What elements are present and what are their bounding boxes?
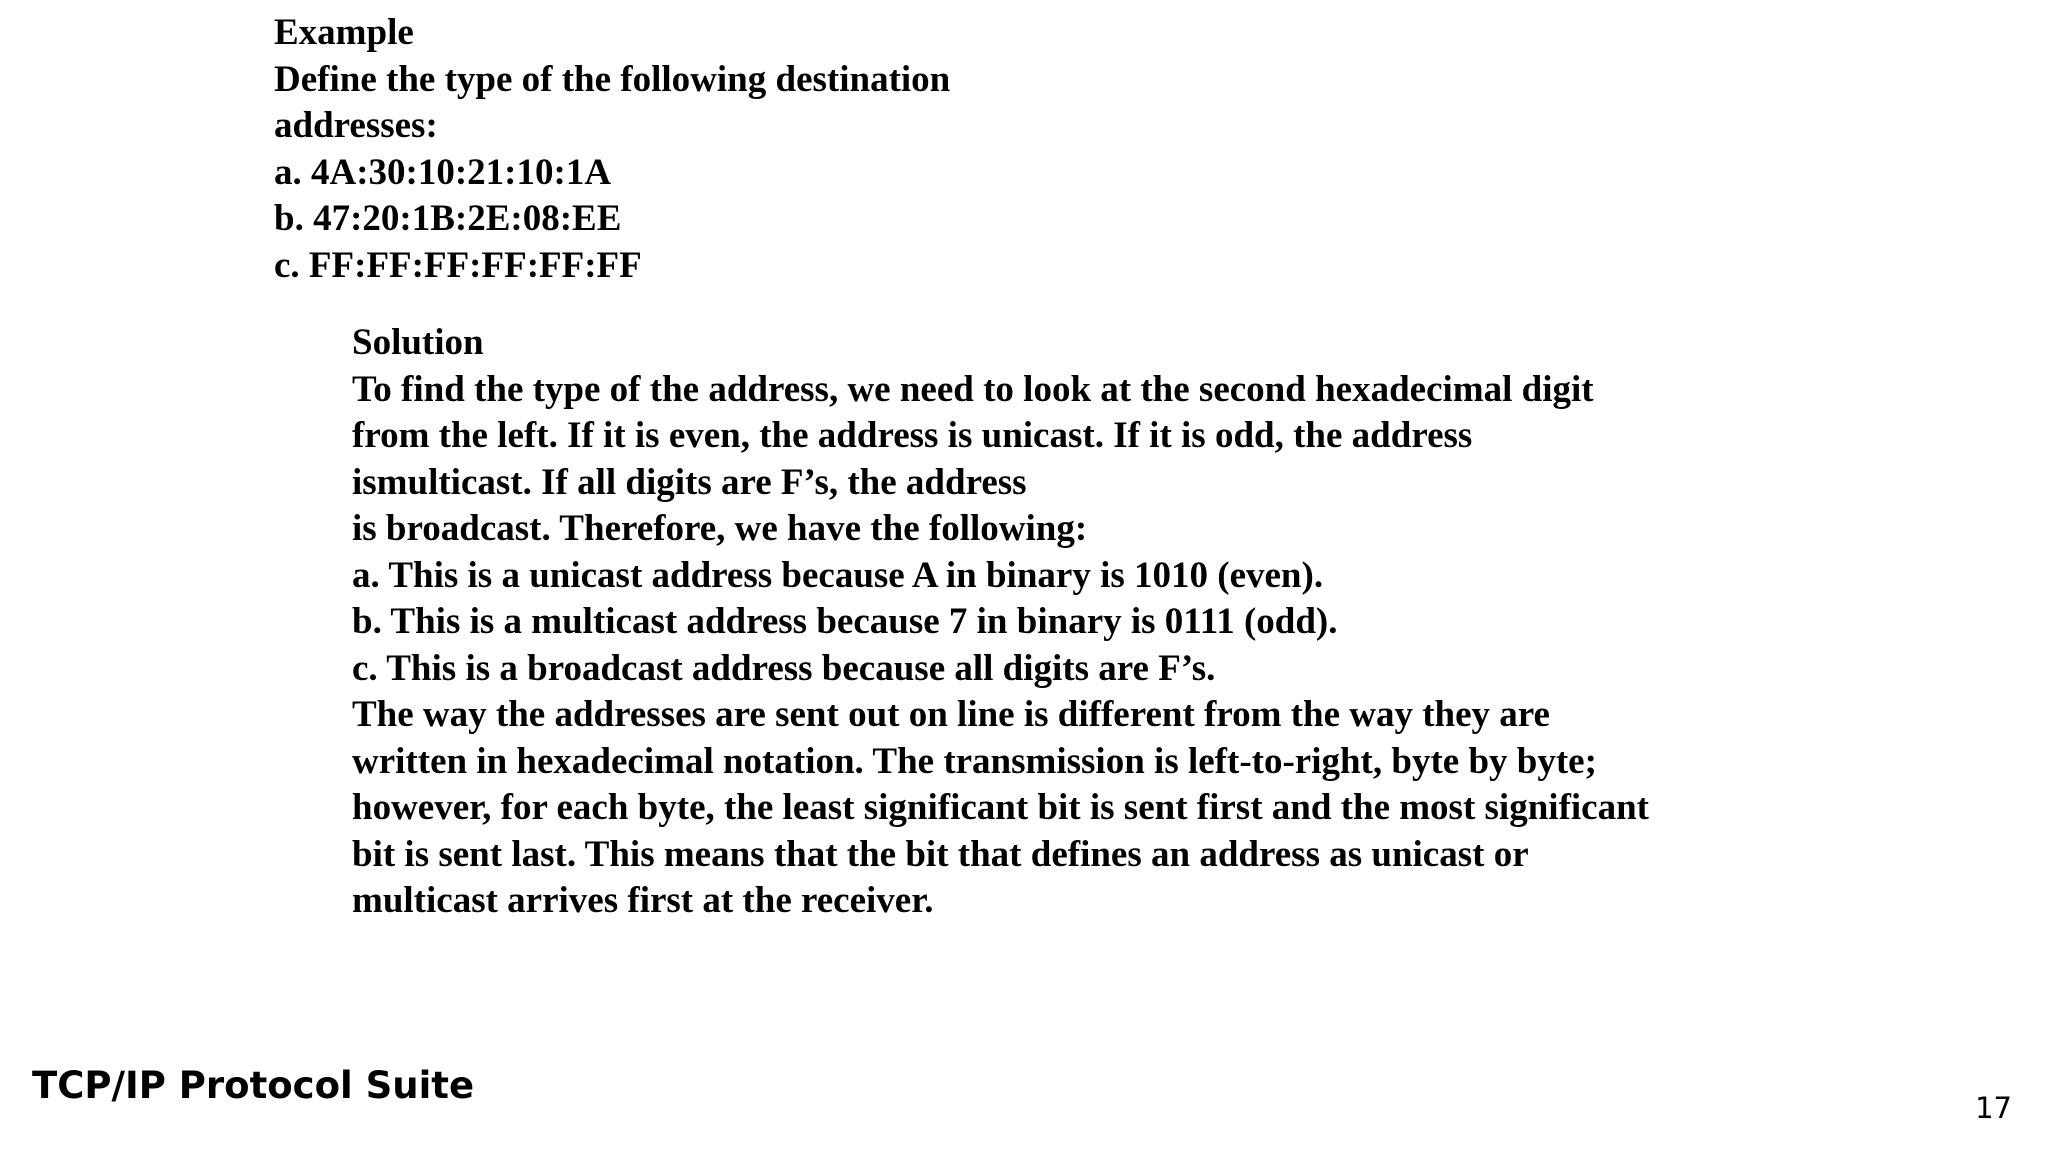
example-line: a. 4A:30:10:21:10:1A [274, 151, 612, 193]
solution-line: c. This is a broadcast address because all digits are F’s. [352, 647, 1216, 689]
solution-heading: Solution [352, 322, 484, 363]
example-heading: Example [274, 12, 414, 53]
solution-block [352, 320, 1792, 925]
example-line: addresses: [274, 105, 438, 146]
solution-line: multicast arrives first at the receiver. [352, 880, 934, 921]
example-block [274, 10, 1074, 289]
solution-line: however, for each byte, the least significant bit is sent first and the most significant [352, 787, 1649, 828]
solution-line: The way the addresses are sent out on line is different from the way they are [352, 694, 1550, 735]
footer-title: TCP/IP Protocol Suite [32, 1064, 475, 1107]
solution-line: bit is sent last. This means that the bit that defines an address as unicast or [352, 833, 1529, 875]
solution-line: written in hexadecimal notation. The transmission is left-to-right, byte by byte; [352, 740, 1597, 782]
solution-line: ismulticast. If all digits are F’s, the address [352, 461, 1027, 503]
example-line: c. FF:FF:FF:FF:FF:FF [274, 244, 642, 286]
page-number: 17 [1975, 1091, 2012, 1125]
solution-line: b. This is a multicast address because 7 in binary is 0111 (odd). [352, 601, 1338, 642]
solution-line: from the left. If it is even, the address is unicast. If it is odd, the address [352, 415, 1473, 456]
example-line: Define the type of the following destination [274, 58, 951, 100]
solution-line: To find the type of the address, we need to look at the second hexadecimal digit [352, 368, 1594, 410]
example-line: b. 47:20:1B:2E:08:EE [274, 198, 622, 239]
solution-line: is broadcast. Therefore, we have the following: [352, 508, 1088, 549]
solution-line: a. This is a unicast address because A in binary is 1010 (even). [352, 554, 1324, 596]
